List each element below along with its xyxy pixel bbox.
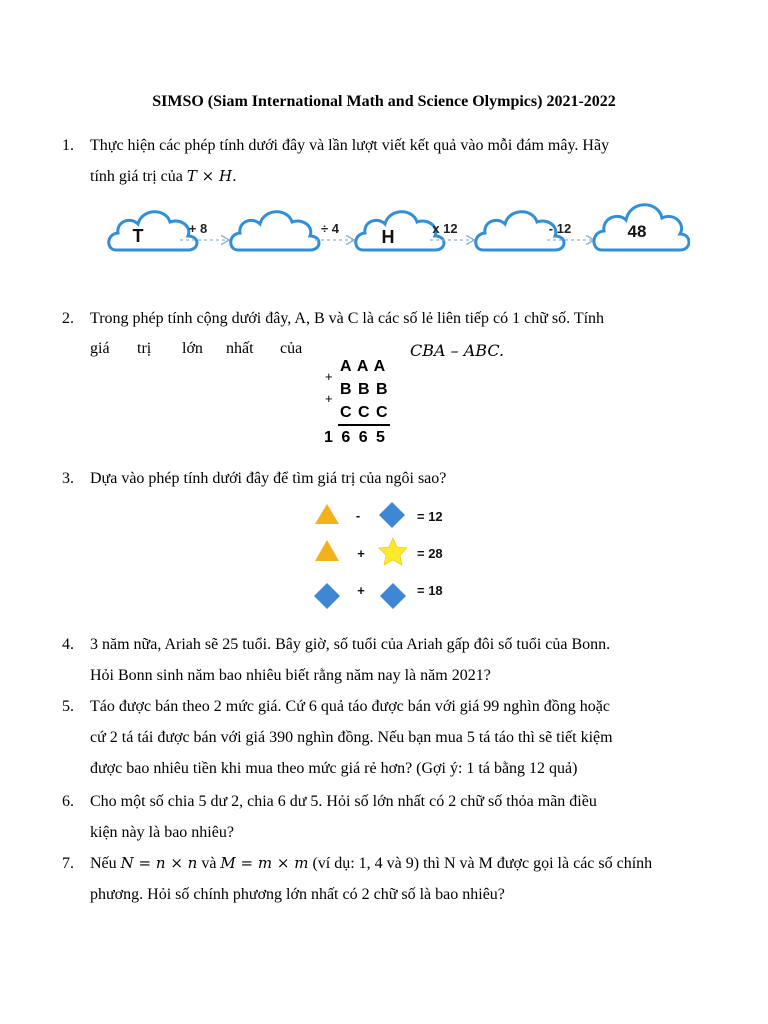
- sum-row-2: B B B: [340, 381, 389, 398]
- question-text-line2: [90, 161, 682, 192]
- question-text: kiện này là bao nhiêu?: [90, 824, 234, 841]
- question-text: (ví dụ: 1, 4 và 9) thì N và M được gọi là các số chính: [312, 855, 653, 872]
- cloud-label: 48: [627, 222, 647, 241]
- triangle-icon: [315, 540, 339, 561]
- math-expression: T × H.: [186, 167, 237, 185]
- equation-row-3: [314, 583, 443, 609]
- operation-divide-4: [315, 221, 353, 240]
- question-2: [62, 303, 682, 334]
- question-text: Trong phép tính cộng dưới đây, A, B và C là các số lẻ liên tiếp có 1 chữ số. Tính: [90, 310, 605, 327]
- question-text: Nếu: [90, 855, 117, 872]
- page-title: SIMSO (Siam International Math and Science Olympics) 2021-2022: [152, 93, 616, 110]
- question-text: Táo được bán theo 2 mức giá. Cứ 6 quả táo được bán với giá 99 nghìn đồng hoặc: [90, 698, 610, 715]
- svg-text:+: +: [357, 546, 365, 561]
- question-word: lớn: [182, 340, 203, 357]
- cloud-48: [594, 205, 689, 250]
- diamond-icon: [314, 583, 340, 609]
- svg-text:x 12: x 12: [432, 221, 458, 236]
- svg-text:+ 8: + 8: [188, 221, 208, 236]
- question-1: [62, 130, 682, 192]
- question-text: Dựa vào phép tính dưới đây để tìm giá trị của ngôi sao?: [90, 470, 447, 487]
- question-word: trị: [137, 340, 152, 357]
- cloud-label: T: [132, 226, 144, 246]
- question-number: 7.: [62, 855, 74, 872]
- cloud-label: H: [381, 227, 395, 247]
- equation-row-1: [315, 502, 443, 528]
- sum-total: 1 6 6 5: [324, 429, 387, 446]
- svg-text:- 12: - 12: [548, 221, 572, 236]
- cloud-blank-1: [231, 212, 319, 250]
- question-text: và: [201, 855, 217, 872]
- plus-sign: +: [325, 391, 333, 406]
- svg-text:÷ 4: ÷ 4: [321, 221, 339, 236]
- svg-text:+: +: [357, 583, 365, 598]
- question-5: [62, 691, 682, 784]
- question-number: 2.: [62, 310, 74, 327]
- math-expression: M = m × m: [220, 854, 309, 872]
- question-7: [62, 848, 682, 910]
- question-3: [62, 463, 682, 494]
- question-text: tính giá trị của: [90, 168, 183, 185]
- svg-text:-: -: [355, 508, 361, 523]
- plus-sign: +: [325, 369, 333, 384]
- diamond-icon: [380, 583, 406, 609]
- shape-equations: [305, 498, 475, 618]
- cloud-t: [109, 212, 197, 250]
- question-text-line1: [90, 848, 682, 879]
- question-number: 5.: [62, 698, 74, 715]
- svg-text:= 28: = 28: [417, 546, 443, 561]
- cloud-operation-chain: [100, 195, 690, 260]
- sum-underline: [338, 424, 390, 426]
- question-number: 6.: [62, 793, 74, 810]
- question-text: Cho một số chia 5 dư 2, chia 6 dư 5. Hỏi số lớn nhất có 2 chữ số thỏa mãn điều: [90, 793, 597, 810]
- svg-text:= 18: = 18: [417, 583, 443, 598]
- question-6: [62, 786, 682, 848]
- cloud-h: [356, 212, 444, 250]
- question-text: được bao nhiêu tiền khi mua theo mức giá rẻ hơn? (Gợi ý: 1 tá bằng 12 quả): [90, 760, 578, 777]
- question-text: Hỏi Bonn sinh năm bao nhiêu biết rằng năm nay là năm 2021?: [90, 667, 491, 684]
- question-number: 1.: [62, 137, 74, 154]
- question-text: 3 năm nữa, Ariah sẽ 25 tuổi. Bây giờ, số tuổi của Ariah gấp đôi số tuổi của Bonn.: [90, 636, 611, 653]
- triangle-icon: [315, 504, 339, 524]
- question-word: nhất: [226, 340, 254, 357]
- question-text: Thực hiện các phép tính dưới đây và lần lượt viết kết quả vào mỗi đám mây. Hãy: [90, 137, 610, 154]
- math-expression: CBA – ABC.: [410, 341, 505, 360]
- question-number: 4.: [62, 636, 74, 653]
- star-icon: [379, 538, 407, 565]
- question-4: [62, 629, 682, 691]
- sum-row-1: A A A: [340, 358, 387, 375]
- equation-row-2: [315, 538, 443, 565]
- sum-row-3: C C C: [340, 404, 389, 421]
- svg-text:= 12: = 12: [417, 509, 443, 524]
- question-word: giá: [90, 340, 110, 357]
- question-text: phương. Hỏi số chính phương lớn nhất có 2 chữ số là bao nhiêu?: [90, 886, 505, 903]
- diamond-icon: [379, 502, 405, 528]
- question-text: cứ 2 tá tái được bán với giá 390 nghìn đồng. Nếu bạn mua 5 tá táo thì sẽ tiết kiệm: [90, 729, 613, 746]
- math-expression: N = n × n: [120, 854, 198, 872]
- question-word: của: [280, 340, 303, 357]
- question-number: 3.: [62, 470, 74, 487]
